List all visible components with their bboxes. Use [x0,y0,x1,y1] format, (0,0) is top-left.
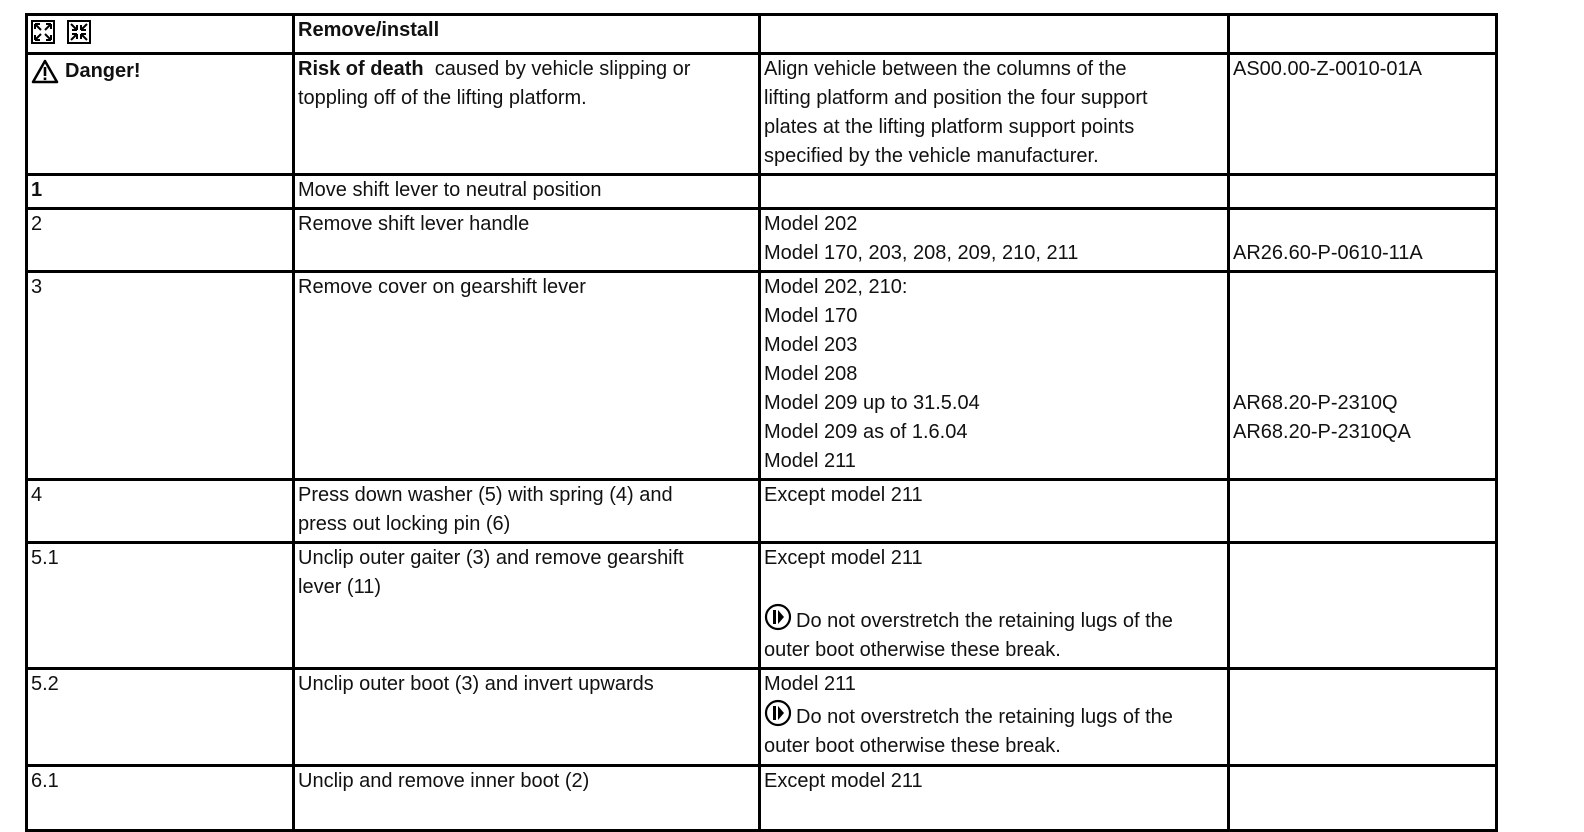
step-action: Remove cover on gearshift lever [294,272,760,480]
step-number: 5.1 [27,543,294,669]
table-header-row [27,15,1497,54]
step-action: Move shift lever to neutral position [294,175,760,209]
step-number: 6.1 [27,766,294,831]
step-number: 1 [27,175,294,209]
step-notes: Except model 211 [760,480,1229,543]
step-row [27,669,1497,766]
expand-arrows-icon[interactable] [31,20,55,44]
danger-risk-cell: Risk of death caused by vehicle slipping or toppling off of the lifting platform. [294,54,760,175]
step-refs [1229,272,1497,480]
step-notes: Except model 211 [760,766,1229,831]
step-notes: Model 211 Do not overstretch the retaining lugs of the outer boot otherwise these break. [760,669,1229,766]
step-action: Unclip outer gaiter (3) and remove gearshift lever (11) [294,543,760,669]
warning-triangle-icon [31,59,59,84]
danger-label-cell [27,54,294,175]
ref-link[interactable]: AR68.20-P-2310Q [1233,392,1398,414]
step-action: Remove shift lever handle [294,209,760,272]
danger-row [27,54,1497,175]
step-row [27,272,1497,480]
step-row [27,209,1497,272]
step-action: Press down washer (5) with spring (4) and press out locking pin (6) [294,480,760,543]
step-notes: Except model 211 Do not overstretch the retaining lugs of the outer boot otherwise these break. [760,543,1229,669]
step-notes: Model 202 Model 170, 203, 208, 209, 210, 211 [760,209,1229,272]
caution-note-icon [764,699,792,727]
procedure-table [25,13,1498,832]
step-row [27,766,1497,831]
ref-link[interactable]: AR26.60-P-0610-11A [1233,242,1423,264]
collapse-arrows-icon[interactable] [67,20,91,44]
ref-link[interactable]: AR68.20-P-2310QA [1233,421,1411,443]
step-refs [1229,209,1497,272]
header-title: Remove/install [294,15,760,54]
header-icons-cell [27,15,294,54]
step-row [27,175,1497,209]
danger-label: Danger! [65,60,141,82]
step-action: Unclip and remove inner boot (2) [294,766,760,831]
step-notes: Model 202, 210: Model 170 Model 203 Model 208 Model 209 up to 31.5.04 Model 209 as of 1.6.04 Model 211 [760,272,1229,480]
step-action: Unclip outer boot (3) and invert upwards [294,669,760,766]
step-number: 4 [27,480,294,543]
step-number: 2 [27,209,294,272]
step-number: 3 [27,272,294,480]
step-row [27,543,1497,669]
danger-instruction-cell: Align vehicle between the columns of the lifting platform and position the four support plates at the lifting platform support points specified by the vehicle manufacturer. [760,54,1229,175]
caution-note-icon [764,603,792,631]
risk-bold: Risk of death [298,58,424,80]
step-row [27,480,1497,543]
danger-ref-link[interactable]: AS00.00-Z-0010-01A [1229,54,1497,175]
step-number: 5.2 [27,669,294,766]
